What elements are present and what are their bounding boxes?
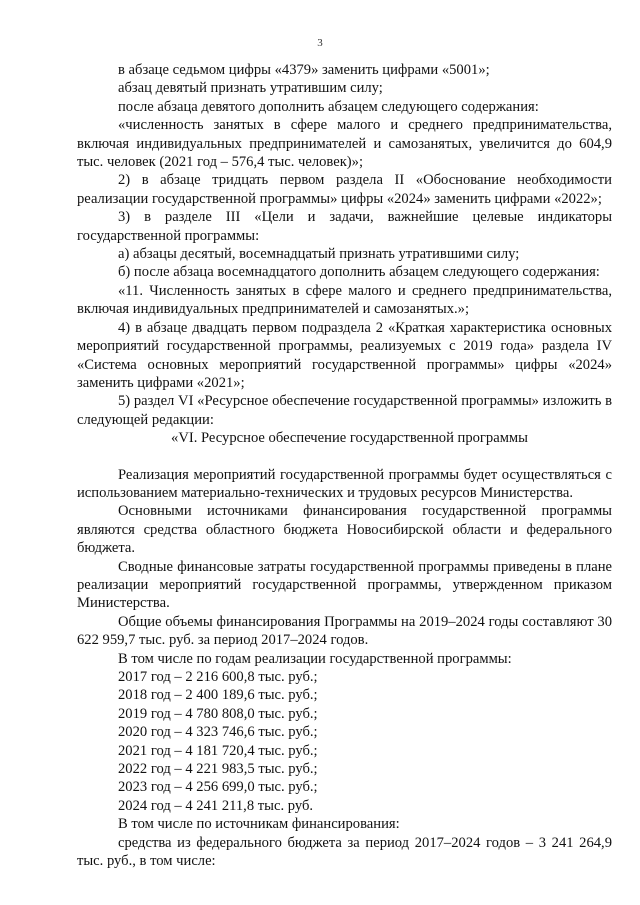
paragraph: 3) в разделе III «Цели и задачи, важнейшие целевые индикаторы государственной программы: (77, 209, 612, 244)
year-line: 2022 год – 4 221 983,5 тыс. руб.; (118, 761, 318, 778)
closing-paragraph: средства из федерального бюджета за период 2017–2024 годов – 3 241 264,9 тыс. руб., в том числе: (77, 834, 612, 870)
document-body (77, 61, 612, 870)
paragraph: «11. Численность занятых в сфере малого и среднего предпринимательства, включая индивидуальных предпринимателей и самозанятых.»; (77, 282, 612, 318)
section-paragraph: Реализация мероприятий государственной программы будет осуществляться с использованием материально-технических и трудовых ресурсов Министерства. (77, 466, 612, 501)
section-heading: «VI. Ресурсное обеспечение государственной программы (171, 430, 528, 447)
year-line: 2021 год – 4 181 720,4 тыс. руб.; (118, 742, 318, 759)
year-line: 2019 год – 4 780 808,0 тыс. руб.; (118, 705, 318, 722)
section-paragraph: Общие объемы финансирования Программы на 2019–2024 годы составляют 30 622 959,7 тыс. руб. за период 2017–2024 годов. (77, 613, 612, 649)
section-paragraph: Сводные финансовые затраты государственной программы приведены в плане реализации мероприятий государственной программы, утвержденном приказом Министерства. (77, 558, 612, 612)
paragraph: после абзаца девятого дополнить абзацем следующего содержания: (118, 98, 539, 115)
paragraph: 4) в абзаце двадцать первом подраздела 2 «Краткая характеристика основных мероприятий государственной программы, реализуемых с 2019 года» раздела IV «Система основных мероприятий государственной программы» цифры «2024» заменить цифрами «2021»; (77, 319, 612, 391)
paragraph: а) абзацы десятый, восемнадцатый признать утратившими силу; (118, 246, 520, 263)
year-line: 2020 год – 4 323 746,6 тыс. руб.; (118, 724, 318, 741)
paragraph: абзац девятый признать утратившим силу; (118, 80, 383, 97)
year-line: 2017 год – 2 216 600,8 тыс. руб.; (118, 669, 318, 685)
paragraph: «численность занятых в сфере малого и среднего предпринимательства, включая индивидуальных предпринимателей и самозанятых, увеличится до 604,9 тыс. человек (2021 год – 576,4 тыс. человек)»; (77, 117, 612, 171)
year-line: 2018 год – 2 400 189,6 тыс. руб.; (118, 687, 318, 704)
section-paragraph: В том числе по годам реализации государственной программы: (118, 650, 512, 667)
paragraph: 2) в абзаце тридцать первом раздела II «Обоснование необходимости реализации государственной программы» цифры «2024» заменить цифрами «2022»; (77, 172, 612, 207)
paragraph: 5) раздел VI «Ресурсное обеспечение государственной программы» изложить в следующей редакции: (77, 393, 612, 428)
page-number: 3 (317, 37, 323, 49)
spacer (77, 448, 612, 466)
paragraph: в абзаце седьмом цифры «4379» заменить цифрами «5001»; (118, 62, 490, 78)
closing-paragraph: В том числе по источникам финансирования: (118, 816, 400, 833)
section-paragraph: Основными источниками финансирования государственной программы являются средства областного бюджета Новосибирской области и федерального бюджета. (77, 503, 612, 557)
year-line: 2024 год – 4 241 211,8 тыс. руб. (118, 797, 314, 814)
year-line: 2023 год – 4 256 699,0 тыс. руб.; (118, 779, 318, 796)
paragraph: б) после абзаца восемнадцатого дополнить абзацем следующего содержания: (118, 264, 600, 281)
